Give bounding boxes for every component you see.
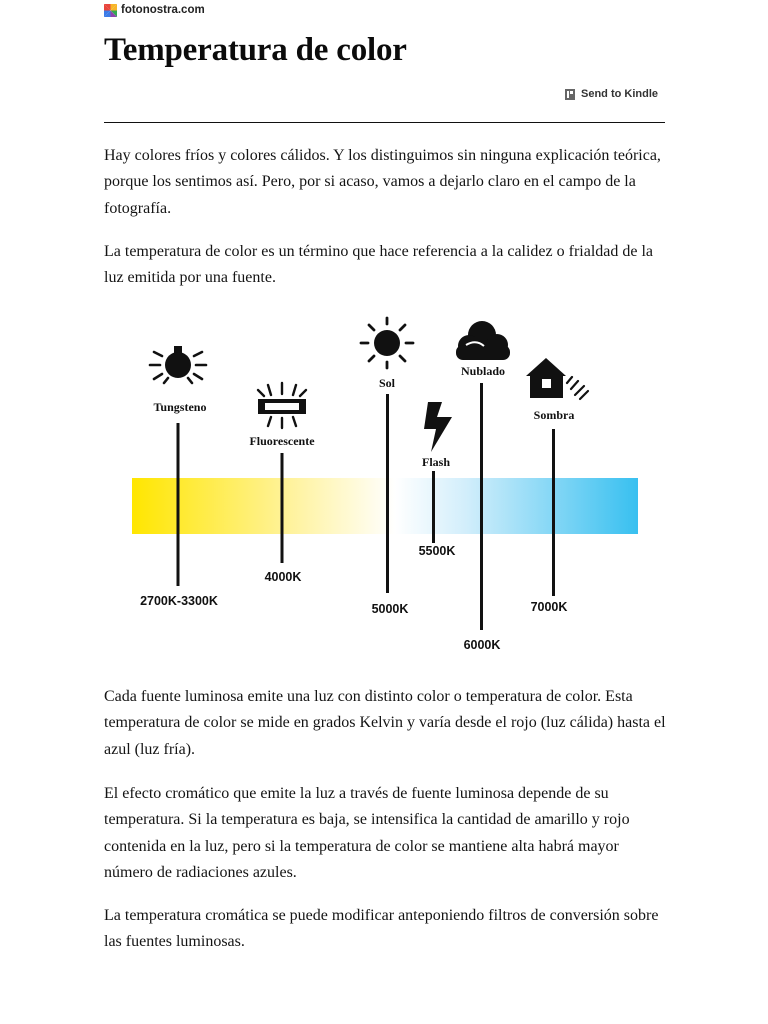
house-shade-icon	[526, 358, 588, 399]
color-temperature-figure	[128, 313, 644, 661]
sun-value: 5000K	[371, 602, 409, 616]
tungsten-marker	[140, 346, 218, 608]
fluorescent-tube-icon	[258, 383, 306, 428]
sun-icon	[361, 318, 413, 368]
send-to-kindle-button[interactable]	[565, 88, 658, 100]
fotonostra-logo-icon	[104, 4, 117, 17]
flash-value: 5500K	[418, 544, 456, 558]
kindle-icon	[565, 89, 575, 100]
shade-label: Sombra	[533, 408, 575, 422]
cloudy-value: 6000K	[463, 638, 501, 652]
sun-line	[386, 394, 389, 593]
title-divider	[104, 122, 665, 123]
sun-label: Sol	[378, 376, 396, 390]
sun-marker	[361, 318, 413, 616]
send-to-kindle-label: Send to Kindle	[581, 88, 658, 100]
tungsten-value: 2700K-3300K	[140, 594, 218, 608]
fluorescent-label: Fluorescente	[249, 434, 315, 448]
paragraph: La temperatura de color es un término que hace referencia a la calidez o frialdad de la luz emitida por una fuente.	[104, 243, 654, 287]
cloud-icon	[456, 321, 510, 360]
fluorescent-value: 4000K	[264, 570, 302, 584]
site-name-link[interactable]: fotonostra.com	[121, 4, 205, 16]
flash-line	[432, 471, 435, 543]
light-bulb-icon	[150, 346, 206, 383]
tungsten-line	[177, 423, 180, 586]
flash-label: Flash	[421, 455, 451, 469]
fluorescent-line	[281, 453, 284, 563]
paragraph: Hay colores fríos y colores cálidos. Y los distinguimos sin ninguna explicación teórica, porque los sentimos así. Pero, por si acaso, vamos a dejarlo claro en el campo de la fotografía.	[104, 147, 661, 217]
shade-value: 7000K	[530, 600, 568, 614]
paragraph: El efecto cromático que emite la luz a través de fuente luminosa depende de su temperatura. Si la temperatura es baja, se intensifica la cantidad de amarillo y rojo contenida en la luz, pero si la temperatura de color se mantiene alta habrá mayor número de radiaciones azules.	[104, 785, 630, 881]
tungsten-label: Tungsteno	[153, 400, 207, 414]
cloudy-line	[480, 383, 483, 630]
cloudy-label: Nublado	[460, 364, 506, 378]
shade-line	[552, 429, 555, 596]
article-title: Temperatura de color	[104, 32, 407, 68]
site-header	[104, 2, 205, 18]
lightning-bolt-icon	[424, 402, 452, 452]
color-temperature-diagram	[128, 313, 644, 661]
paragraph: Cada fuente luminosa emite una luz con distinto color o temperatura de color. Esta temperatura de color se mide en grados Kelvin y varía desde el rojo (luz cálida) hasta el azul (luz fría).	[104, 688, 666, 758]
color-temperature-spectrum-bar	[132, 478, 638, 534]
paragraph: La temperatura cromática se puede modificar anteponiendo filtros de conversión sobre las fuentes luminosas.	[104, 907, 659, 951]
